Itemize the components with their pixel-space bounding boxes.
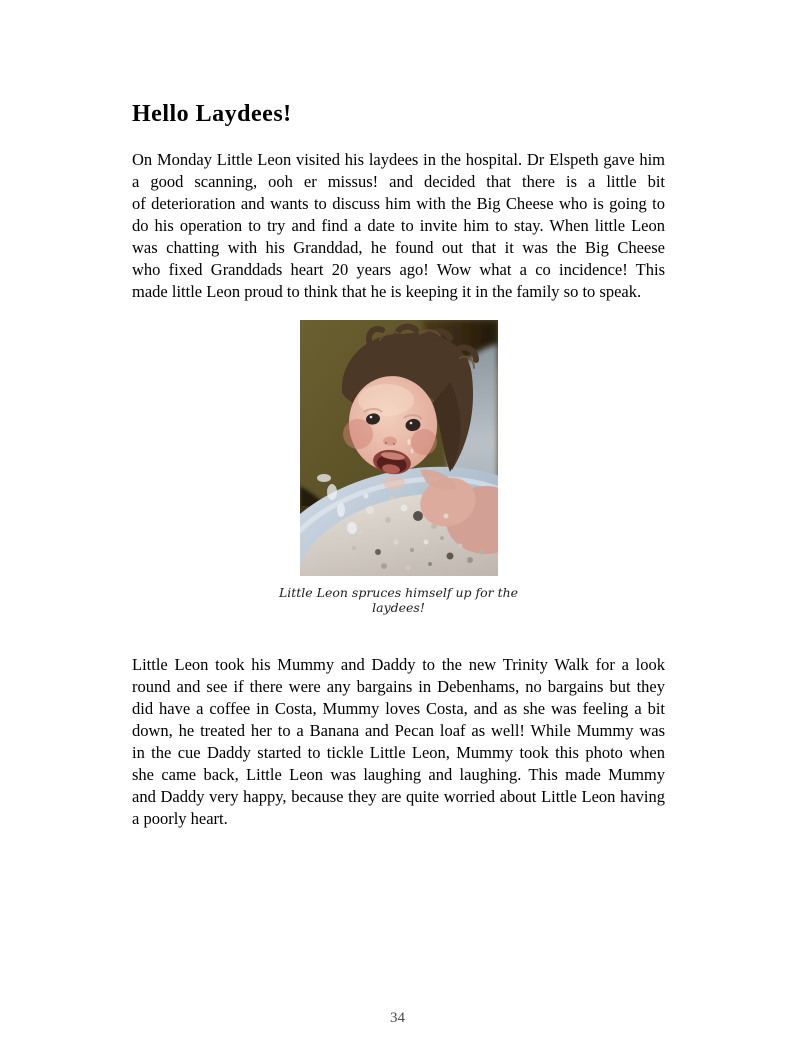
photo-caption — [132, 585, 665, 615]
caption-line-2: laydees! — [372, 600, 425, 615]
text-line: On Monday Little Leon visited his laydees in the hospital. Dr Elspeth gave him — [132, 150, 665, 169]
page-title: Hello Laydees! — [132, 101, 292, 127]
baby-chin — [383, 476, 405, 490]
text-line: in the cue Daddy started to tickle Little Leon, Mummy took this photo when — [132, 743, 665, 762]
text-line: Little Leon took his Mummy and Daddy to the new Trinity Walk for a look — [132, 655, 665, 674]
page-number: 34 — [390, 1010, 405, 1026]
text-line: a poorly heart. — [132, 809, 228, 828]
page-content — [132, 0, 665, 830]
paragraph-1 — [132, 149, 665, 303]
text-line: of deterioration and wants to discuss him with the Big Cheese who is going to — [132, 194, 665, 213]
paragraph-2 — [132, 654, 665, 830]
text-line: who fixed Granddads heart 20 years ago! Wow what a co incidence! This — [132, 260, 665, 279]
text-line: she came back, Little Leon was laughing and laughing. This made Mummy — [132, 765, 665, 784]
text-line: and Daddy very happy, because they are quite worried about Little Leon having — [132, 787, 665, 806]
caption-line-1: Little Leon spruces himself up for the — [278, 585, 519, 600]
baby-photo — [300, 320, 498, 576]
photo-figure — [132, 320, 665, 615]
text-line: do his operation to try and find a date to invite him to stay. When little Leon — [132, 216, 665, 235]
text-line: was chatting with his Granddad, he found out that it was the Big Cheese — [132, 238, 665, 257]
text-line: a good scanning, ooh er missus! and decided that there is a little bit — [132, 172, 665, 191]
text-line: did have a coffee in Costa, Mummy loves Costa, and as she was feeling a bit — [132, 699, 665, 718]
text-line: round and see if there were any bargains in Debenhams, no bargains but they — [132, 677, 665, 696]
text-line: down, he treated her to a Banana and Pecan loaf as well! While Mummy was — [132, 721, 665, 740]
text-line: made little Leon proud to think that he is keeping it in the family so to speak. — [132, 282, 642, 301]
